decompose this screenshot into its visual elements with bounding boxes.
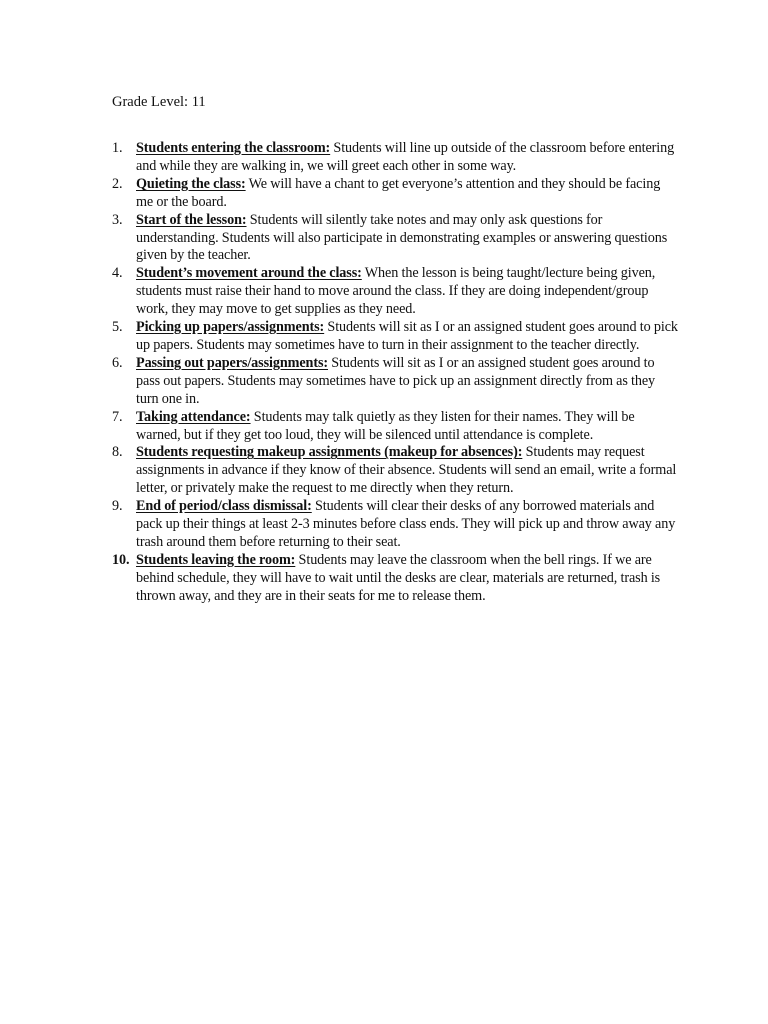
procedure-text: Students may request assignments in advance if they know of their absence. Students will send an email, write a formal letter, or privately make the request to me directly when they return. (136, 444, 677, 497)
procedure-text: Students will sit as I or an assigned student goes around to pass out papers. Students may sometimes have to pick up an assignment directly from as they turn one in. (136, 354, 656, 407)
procedure-number: 8. (112, 444, 123, 461)
procedure-number: 5. (112, 319, 123, 336)
procedure-item-3 (112, 212, 680, 266)
procedure-item-5 (112, 319, 680, 355)
procedure-item-2 (112, 176, 680, 212)
procedure-text: When the lesson is being taught/lecture being given, students must raise their hand to move around the class. If they are doing independent/group work, they may move to get supplies as they need. (136, 265, 656, 318)
procedure-text: Students will silently take notes and may only ask questions for understanding. Students will also participate in demonstrating examples or answering questions given by the teacher. (136, 211, 668, 264)
procedure-text: Students may leave the classroom when the bell rings. If we are behind schedule, they will have to wait until the desks are clear, materials are returned, trash is thrown away, and they are in their seats for me to release them. (136, 551, 661, 604)
procedure-number: 2. (112, 175, 123, 192)
procedure-title: Start of the lesson: (136, 211, 247, 228)
procedure-number: 3. (112, 211, 123, 228)
procedure-title: Taking attendance: (136, 408, 251, 425)
procedure-text: Students will sit as I or an assigned student goes around to pick up papers. Students may sometimes have to turn in their assignment to the teacher directly. (136, 319, 678, 353)
procedure-item-4 (112, 265, 680, 319)
procedure-item-9 (112, 498, 680, 552)
procedure-number: 7. (112, 408, 123, 425)
procedure-title: Students requesting makeup assignments (makeup for absences): (136, 444, 523, 461)
procedures-list (112, 140, 680, 606)
procedure-title: Students entering the classroom: (136, 140, 331, 156)
procedure-title: Student’s movement around the class: (136, 265, 362, 282)
procedure-text: We will have a chant to get everyone’s attention and they should be facing me or the board. (136, 175, 661, 210)
procedure-title: Quieting the class: (136, 175, 246, 192)
procedure-number: 4. (112, 265, 123, 282)
procedure-item-8 (112, 444, 684, 498)
procedure-item-10 (112, 552, 680, 606)
procedure-text: Students may talk quietly as they listen for their names. They will be warned, but if they get too loud, they will be silenced until attendance is complete. (136, 408, 635, 443)
procedure-item-7 (112, 409, 680, 445)
procedure-title: End of period/class dismissal: (136, 498, 312, 515)
procedure-item-1 (112, 140, 680, 176)
procedure-item-6 (112, 355, 680, 409)
procedure-number: 1. (112, 140, 123, 156)
procedure-number: 9. (112, 498, 123, 515)
grade-level-heading: Grade Level: 11 (112, 94, 206, 110)
procedure-title: Picking up papers/assignments: (136, 319, 325, 336)
procedure-number: 6. (112, 354, 123, 371)
procedure-number: 10. (112, 551, 130, 568)
procedure-text: Students will clear their desks of any borrowed materials and pack up their things at least 2-3 minutes before class ends. They will pick up and throw away any trash around them before returning to their seat. (136, 498, 676, 550)
procedure-text: Students will line up outside of the classroom before entering and while they are walking in, we will greet each other in some way. (136, 140, 675, 174)
procedure-title: Passing out papers/assignments: (136, 354, 329, 371)
procedure-title: Students leaving the room: (136, 551, 296, 568)
